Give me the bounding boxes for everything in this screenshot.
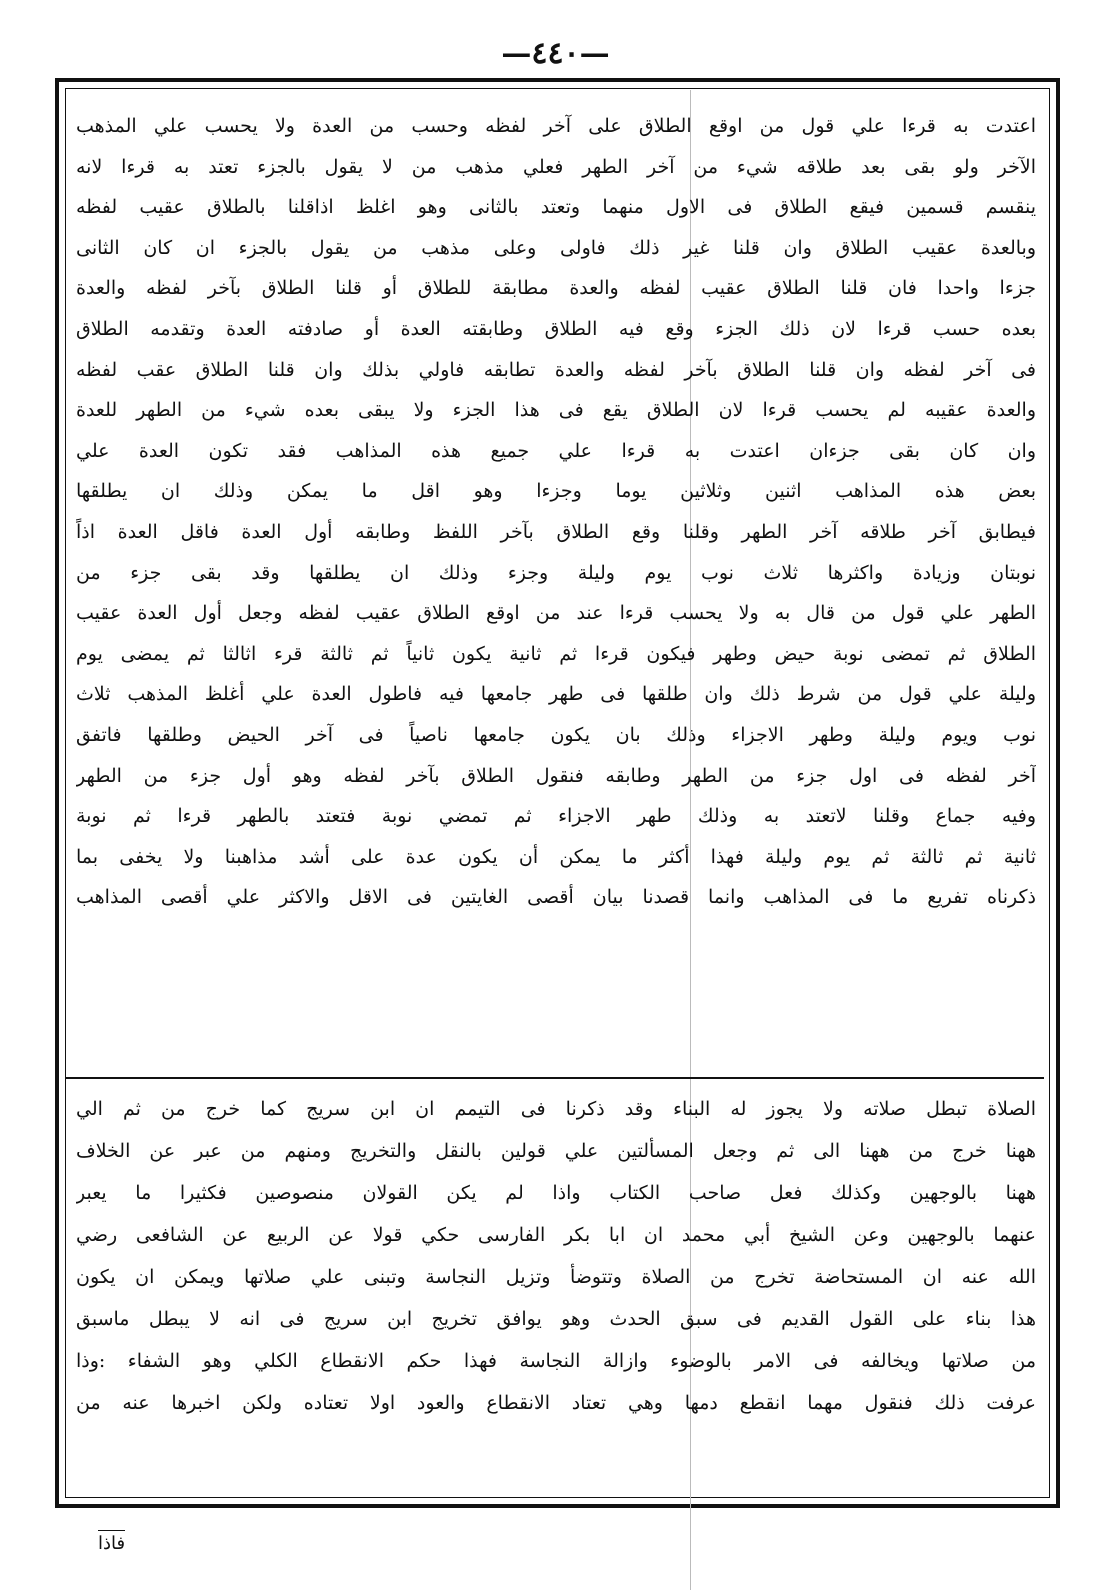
main-text-line: ثانية ثم ثالثة ثم يوم وليلة فهذا أكثر ما يمكن أن يكون عدة على أشد مذاهبنا ولا يخفى بما: [76, 845, 1036, 868]
section-divider: [66, 1077, 1044, 1079]
main-text-line: نوبتان وزيادة واكثرها ثلاث نوب يوم وليلة وجزء وذلك ان يطلقها وقد بقى جزء من: [76, 561, 1036, 584]
main-text-line: ذكرناه تفريع ما فى المذاهب وانما قصدنا بيان أقصى الغايتين فى الاقل والاكثر علي أقصى المذاهب: [76, 886, 1036, 909]
commentary-text-block: [76, 1088, 1036, 1424]
commentary-text-line: عرفت ذلك فنقول مهما انقطع دمها وهي تعتاد الانقطاع والعود اولا تعتاده ولكن اخبرها عنه من: [76, 1392, 1036, 1414]
main-text-line: والعدة عقيبه لم يحسب قرءا لان الطلاق يقع فى هذا الجزء ولا يبقى بعده شيء من الطهر للعدة: [76, 399, 1036, 422]
main-text-line: وبالعدة عقيب الطلاق وان قلنا غير ذلك فاولى وعلى مذهب من يقول بالجزء ان كان الثانى: [76, 236, 1036, 259]
main-text-line: اعتدت به قرءا علي قول من اوقع الطلاق على آخر لفظه وحسب من العدة ولا يحسب علي المذهب: [76, 115, 1036, 137]
main-text-line: بعده حسب قرءا لان ذلك الجزء وقع فيه الطلاق وطابقته العدة أو صادفته العدة وتقدمه الطلاق: [76, 317, 1036, 340]
main-text-line: وليلة علي قول من شرط ذلك وان طلقها فى طهر جامعها فيه فاطول العدة علي أغلظ المذهب ثلاث: [76, 683, 1036, 706]
commentary-text-line: ههنا خرج من ههنا الى ثم وجعل المسألتين علي قولين بالنقل والتخريج ومنهم من عبر عن الخلاف: [76, 1140, 1036, 1162]
main-text-line: الطهر علي قول من قال به ولا يحسب قرءا عند من اوقع الطلاق عقيب لفظه وجعل أول العدة عقيب: [76, 602, 1036, 625]
main-text-line: جزءا واحدا فان قلنا الطلاق عقيب لفظه والعدة مطابقة للطلاق أو قلنا الطلاق بآخر لفظه والعدة: [76, 277, 1036, 300]
main-text-line: نوب ويوم وليلة وطهر الاجزاء وذلك بان يكون جامعها ناصياً فى آخر الحيض وطلقها فاتفق: [76, 723, 1036, 746]
commentary-text-line: من صلاتها ويخالفه فى الامر بالوضوء وازالة النجاسة فهذا حكم الانقطاع الكلي وهو الشفاء :وذا: [76, 1350, 1036, 1372]
main-text-line: الآخر ولو بقى بعد طلاقه شيء من آخر الطهر فعلي مذهب من لا يقول بالجزء تعتد به قرءا لانه: [76, 155, 1036, 178]
main-text-block: [76, 106, 1036, 918]
main-text-line: فيطابق آخر طلاقه آخر الطهر وقلنا وقع الطلاق بآخر اللفظ وطابقه أول العدة فاقل العدة اذاً: [76, 520, 1036, 543]
main-text-line: وفيه جماع وقلنا لاتعتد به وذلك طهر الاجزاء ثم تمضي نوبة فتعتد بالطهر قرءا ثم نوبة: [76, 805, 1036, 828]
main-text-line: ينقسم قسمين فيقع الطلاق فى الاول منهما وتعتد بالثانى وهو اغلظ اذاقلنا بالطلاق عقيب لفظه: [76, 196, 1036, 219]
main-text-line: وان كان بقى جزءان اعتدت به قرءا علي جميع هذه المذاهب فقد تكون العدة علي: [76, 439, 1036, 462]
commentary-text-line: ههنا بالوجهين وكذلك فعل صاحب الكتاب واذا لم يكن القولان منصوصين فكثيرا ما يعبر: [76, 1182, 1036, 1204]
commentary-text-line: الله عنه ان المستحاضة تخرج من الصلاة وتتوضأ وتزيل النجاسة وتبنى علي صلاتها ويمكن ان يكون: [76, 1266, 1036, 1288]
main-text-line: بعض هذه المذاهب اثنين وثلاثين يوما وجزءا وهو اقل ما يمكن وذلك ان يطلقها: [76, 480, 1036, 503]
commentary-text-line: الصلاة تبطل صلاته ولا يجوز له البناء وقد ذكرنا فى التيمم ان ابن سريج كما خرج من ثم الي: [76, 1098, 1036, 1120]
main-text-line: آخر لفظه فى اول جزء من الطهر وطابقه فنقول الطلاق بآخر لفظه وهو أول جزء من الطهر: [76, 764, 1036, 787]
main-text-line: فى آخر لفظه وان قلنا الطلاق بآخر لفظه والعدة تطابقه فاولي بذلك وان قلنا الطلاق عقب لفظه: [76, 358, 1036, 381]
commentary-text-line: هذا بناء على القول القديم فى سبق الحدث وهو يوافق تخريج ابن سريج فى انه لا يبطل ماسبق: [76, 1308, 1036, 1330]
page-number: —٤٤٠—: [501, 36, 610, 71]
catchword: فاذا: [98, 1530, 125, 1554]
commentary-text-line: عنهما بالوجهين وعن الشيخ أبي محمد ان ابا بكر الفارسى حكي قولا عن الربيع عن الشافعى رضي: [76, 1224, 1036, 1246]
main-text-line: الطلاق ثم تمضى نوبة حيض وطهر فيكون قرءا ثم ثانية يكون ثانياً ثم ثالثة قرء اثالثا ثم يمضى يوم: [76, 642, 1036, 665]
